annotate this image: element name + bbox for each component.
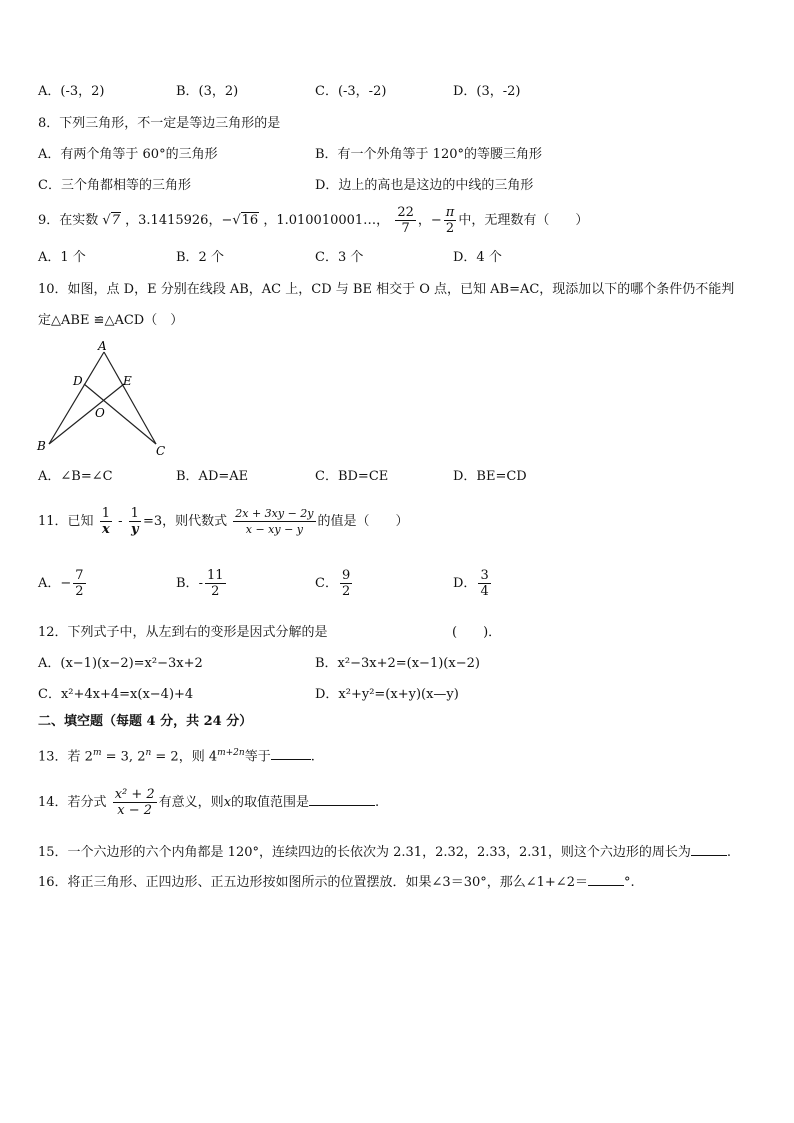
q7-option-a: A．(-3，2) (38, 84, 105, 99)
q15-stem: 15．一个六边形的六个内角都是 120°，连续四边的长依次为 2.31，2.32，2.33，2.31，则这个六边形的周长为 . (38, 845, 732, 860)
label-b: B (37, 439, 46, 453)
q12-option-c: C．x²+4x+4=x(x−4)+4 (38, 687, 194, 702)
q8-option-a: A．有两个角等于 60°的三角形 (38, 147, 218, 162)
q7-option-c: C．(-3，-2) (315, 84, 387, 99)
q9-option-a: A．1 个 (38, 250, 86, 265)
line-eb (49, 384, 124, 444)
fraction-22-7: $\frac{22}{7}$ (397, 205, 414, 236)
q9-option-b: B．2 个 (176, 250, 224, 265)
q10-option-a: A．∠B=∠C (38, 469, 113, 484)
q16-stem: 16．将正三角形、正四边形、正五边形按如图所示的位置摆放．如果∠3＝30°，那么∠1+∠2＝ °. (38, 875, 635, 890)
fraction-q14: $\frac{\text{x² + 2}}{x - 2}$ (114, 787, 155, 818)
q8-option-d: D．边上的高也是这边的中线的三角形 (315, 178, 534, 193)
q10-stem-line2: 定△ABE ≌△ACD（ ） (38, 313, 184, 328)
q7-option-d: D．(3，-2) (453, 84, 521, 99)
line-ab (49, 352, 104, 444)
label-a: A (98, 339, 107, 353)
q12-stem: 12．下列式子中，从左到右的变形是因式分解的是 (38, 625, 328, 640)
q12-option-b: B．x²−3x+2=(x−1)(x−2) (315, 656, 480, 671)
fraction-expression: $\frac{2x + 3xy - 2y}{x - xy - y}$ (235, 507, 314, 536)
q16-answer-blank[interactable] (588, 885, 624, 886)
label-o: O (95, 406, 105, 420)
line-ac (104, 352, 156, 444)
q11-option-c: C． $\frac{9}{2}$ (315, 568, 351, 599)
q11-option-b: B．- $\frac{11}{2}$ (176, 568, 224, 599)
q9-option-d: D．4 个 (453, 250, 502, 265)
q10-option-d: D．BE=CD (453, 469, 527, 484)
q11-option-d: D． $\frac{3}{4}$ (453, 568, 489, 599)
sqrt-7: √7 (102, 213, 120, 228)
label-e: E (123, 374, 132, 388)
q8-stem: 8．下列三角形，不一定是等边三角形的是 (38, 116, 281, 131)
q10-stem-line1: 10．如图，点 D，E 分别在线段 AB，AC 上，CD 与 BE 相交于 O 点，已知 AB=AC，现添加以下的哪个条件仍不能判 (38, 282, 735, 297)
q14-answer-blank[interactable] (309, 805, 375, 806)
sqrt-16: √16 (232, 213, 259, 228)
q8-option-c: C．三个角都相等的三角形 (38, 178, 191, 193)
fraction-pi-2: $\frac{\pi}{2}$ (445, 205, 455, 236)
q13-answer-blank[interactable] (271, 759, 311, 760)
q9-stem: 9．在实数 √7 ，3.1415926，−√16 ，1.010010001…， $\frac{22}{7}$ ，− $\frac{\pi}{2}$ 中，无理数有（ ） (38, 203, 588, 239)
q7-option-b: B．(3，2) (176, 84, 239, 99)
q12-option-d: D．x²+y²=(x+y)(x—y) (315, 687, 459, 702)
q9-option-c: C．3 个 (315, 250, 364, 265)
q13-stem: 13．若 $2^m = 3$, $2^n = 2$，则 $4^{m+2n}$等于 . (38, 748, 315, 765)
q15-answer-blank[interactable] (691, 855, 727, 856)
q11-option-a: A．− $\frac{7}{2}$ (38, 568, 84, 599)
fraction-1-x: $\frac{1}{x}$ (101, 506, 110, 537)
q10-triangle-diagram (34, 338, 170, 460)
q12-option-a: A．(x−1)(x−2)=x²−3x+2 (38, 656, 203, 671)
q11-stem: 11．已知 $\frac{1}{x}$ - $\frac{1}{y}$ =3，则代数式 $\frac{2x + 3xy - 2y}{x - xy - y}$ 的值是（ ） (38, 506, 409, 537)
label-d: D (73, 374, 83, 388)
label-c: C (156, 444, 166, 458)
fraction-1-y: $\frac{1}{y}$ (130, 506, 139, 537)
q12-answer-paren: ( )． (452, 625, 502, 640)
q10-option-b: B．AD=AE (176, 469, 249, 484)
q14-stem: 14．若分式 $\frac{\text{x² + 2}}{x - 2}$ 有意义，则x的取值范围是 . (38, 787, 380, 818)
section-heading-fill-in: 二、填空题（每题 4 分，共 24 分） (38, 714, 253, 729)
q8-option-b: B．有一个外角等于 120°的等腰三角形 (315, 147, 542, 162)
q10-option-c: C．BD=CE (315, 469, 389, 484)
